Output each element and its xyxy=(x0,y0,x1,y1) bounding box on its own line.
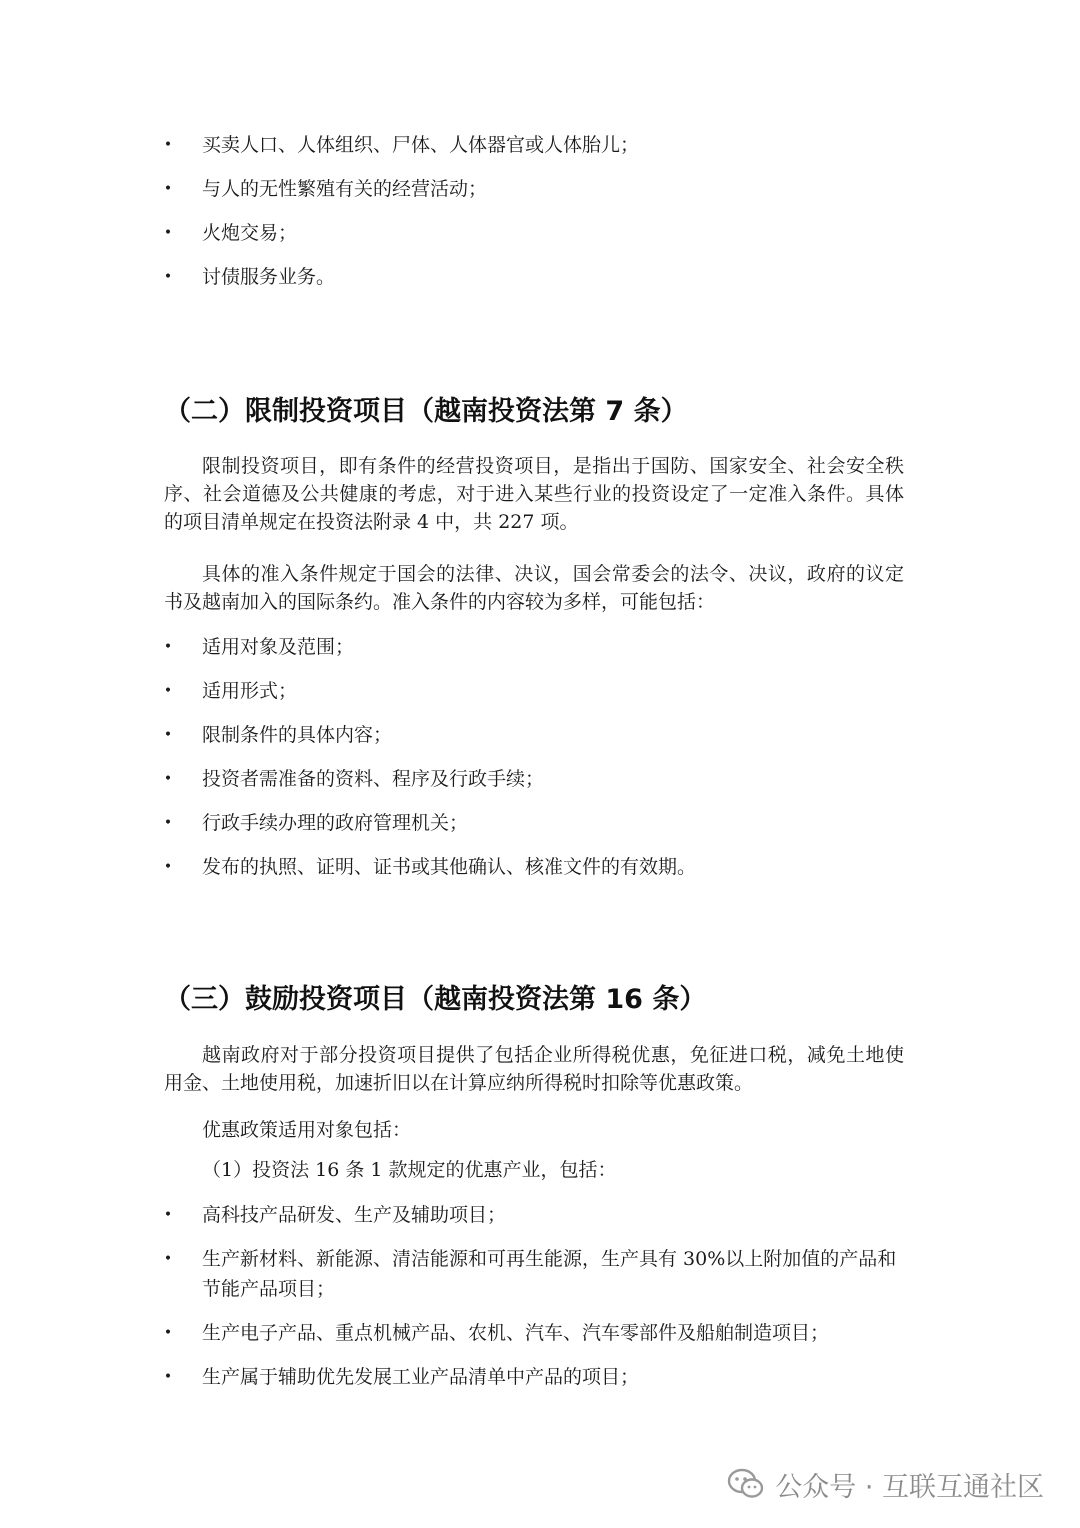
watermark-label: 公众号 · 互联互通社区 xyxy=(775,1471,1044,1503)
section-heading: （二）限制投资项目（越南投资法第 7 条） xyxy=(164,396,688,427)
list-item-text: 与人的无性繁殖有关的经营活动； xyxy=(202,178,488,200)
bullet-icon: • xyxy=(163,1207,173,1223)
list-item-text: 讨债服务业务。 xyxy=(202,266,336,288)
list-item-text: 适用对象及范围； xyxy=(202,636,355,658)
prohibited-list xyxy=(0,130,922,292)
list-item-text: 买卖人口、人体组织、尸体、人体器官或人体胎儿； xyxy=(202,134,640,156)
list-item-text: 投资者需准备的资料、程序及行政手续； xyxy=(202,768,545,790)
bullet-icon: • xyxy=(163,225,173,241)
list-item xyxy=(0,1200,922,1230)
list-item xyxy=(0,852,922,882)
preferential-list xyxy=(0,1200,922,1392)
paragraph: 具体的准入条件规定于国会的法律、决议，国会常委会的法令、决议，政府的议定书及越南加入的国际条约。准入条件的内容较为多样，可能包括： xyxy=(164,563,904,613)
list-item xyxy=(0,676,922,706)
paragraph: 优惠政策适用对象包括： xyxy=(202,1119,412,1141)
list-item-text: 发布的执照、证明、证书或其他确认、核准文件的有效期。 xyxy=(202,856,697,878)
bullet-icon: • xyxy=(163,269,173,285)
bullet-icon: • xyxy=(163,683,173,699)
bullet-icon: • xyxy=(163,181,173,197)
paragraph: 越南政府对于部分投资项目提供了包括企业所得税优惠，免征进口税，减免土地使用金、土地使用税，加速折旧以在计算应纳所得税时扣除等优惠政策。 xyxy=(164,1044,904,1094)
list-item-text: 限制条件的具体内容； xyxy=(202,724,393,746)
bullet-icon: • xyxy=(163,859,173,875)
list-item xyxy=(0,1244,904,1304)
conditions-list xyxy=(0,632,922,882)
bullet-icon: • xyxy=(163,771,173,787)
list-item xyxy=(0,130,922,160)
section-heading: （三）鼓励投资项目（越南投资法第 16 条） xyxy=(164,984,707,1015)
list-item-text: 生产新材料、新能源、清洁能源和可再生能源，生产具有 30%以上附加值的产品和节能产品项目； xyxy=(202,1248,897,1300)
watermark xyxy=(727,1462,1044,1506)
list-item-text: 火炮交易； xyxy=(202,222,298,244)
list-item xyxy=(0,764,922,794)
bullet-icon: • xyxy=(163,727,173,743)
list-item xyxy=(0,1318,922,1348)
list-item-text: 生产属于辅助优先发展工业产品清单中产品的项目； xyxy=(202,1366,640,1388)
list-item-text: 适用形式； xyxy=(202,680,298,702)
list-item xyxy=(0,218,922,248)
wechat-icon xyxy=(727,1468,765,1500)
list-item-text: 生产电子产品、重点机械产品、农机、汽车、汽车零部件及船舶制造项目； xyxy=(202,1322,830,1344)
bullet-icon: • xyxy=(163,1369,173,1385)
list-item xyxy=(0,808,922,838)
list-item xyxy=(0,1362,922,1392)
paragraph: （1）投资法 16 条 1 款规定的优惠产业，包括： xyxy=(202,1159,617,1181)
list-item xyxy=(0,174,922,204)
bullet-icon: • xyxy=(163,1325,173,1341)
bullet-icon: • xyxy=(163,137,173,153)
list-item xyxy=(0,632,922,662)
bullet-icon: • xyxy=(163,639,173,655)
paragraph: 限制投资项目，即有条件的经营投资项目，是指出于国防、国家安全、社会安全秩序、社会道德及公共健康的考虑，对于进入某些行业的投资设定了一定准入条件。具体的项目清单规定在投资法附录 4 中，共 227 项。 xyxy=(164,455,904,533)
list-item-text: 高科技产品研发、生产及辅助项目； xyxy=(202,1204,507,1226)
bullet-icon: • xyxy=(163,1251,173,1267)
list-item xyxy=(0,720,922,750)
list-item-text: 行政手续办理的政府管理机关； xyxy=(202,812,469,834)
list-item xyxy=(0,262,922,292)
bullet-icon: • xyxy=(163,815,173,831)
